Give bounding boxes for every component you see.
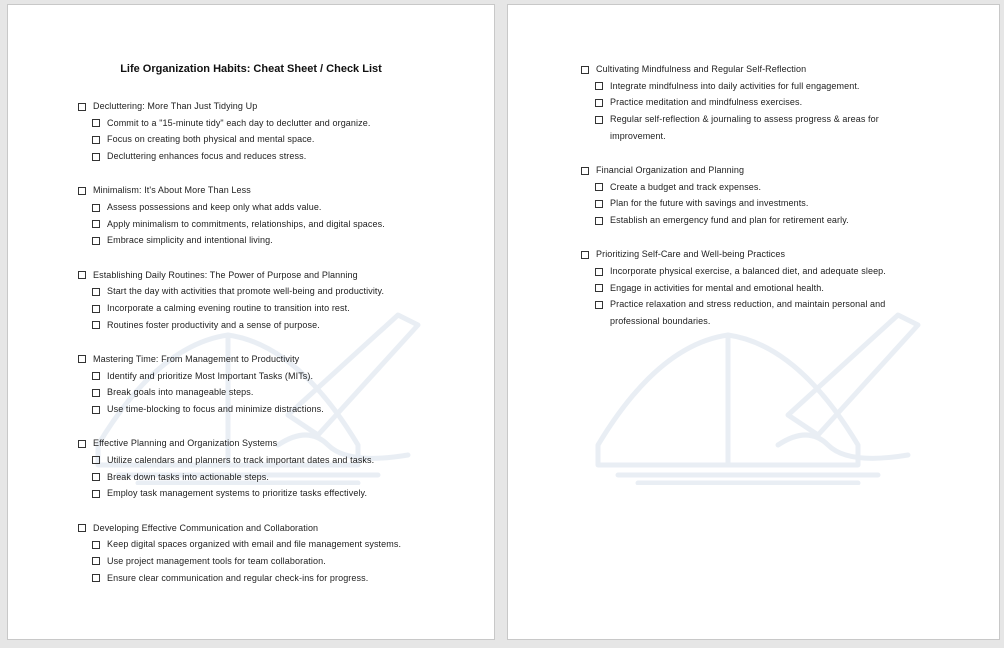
- checklist-section: [581, 246, 981, 330]
- checklist-item: [78, 553, 478, 570]
- checklist-item-text: Commit to a "15-minute tidy" each day to declutter and organize.: [107, 117, 371, 128]
- section-heading-row: [78, 98, 478, 115]
- checklist-item-text: Employ task management systems to prioritize tasks effectively.: [107, 488, 368, 499]
- document-page-1: [7, 4, 495, 640]
- checkbox-icon[interactable]: [92, 153, 100, 161]
- checkbox-icon[interactable]: [595, 217, 603, 225]
- section-heading: Decluttering: More Than Just Tidying Up: [93, 101, 258, 111]
- checkbox-icon[interactable]: [92, 288, 100, 296]
- checklist-item: [78, 485, 478, 502]
- checkbox-icon[interactable]: [581, 167, 589, 175]
- checklist-item: [78, 384, 478, 401]
- checkbox-icon[interactable]: [92, 237, 100, 245]
- checkbox-icon[interactable]: [92, 557, 100, 565]
- checklist-item-text: Embrace simplicity and intentional living.: [107, 235, 273, 246]
- checklist-item: [78, 317, 478, 334]
- checklist-item-text: Plan for the future with savings and investments.: [610, 198, 809, 209]
- checklist-item: [78, 232, 478, 249]
- section-heading: Effective Planning and Organization Systems: [93, 438, 278, 449]
- checklist-item: [78, 469, 478, 486]
- checkbox-icon[interactable]: [78, 271, 86, 279]
- checkbox-icon[interactable]: [78, 355, 86, 363]
- section-heading-row: [581, 162, 981, 179]
- checkbox-icon[interactable]: [78, 187, 86, 195]
- checklist-item-text: Ensure clear communication and regular check-ins for progress.: [107, 572, 369, 583]
- checkbox-icon[interactable]: [595, 82, 603, 90]
- document-page-2: [507, 4, 1000, 640]
- checklist-item-text: Use time-blocking to focus and minimize distractions.: [107, 404, 324, 415]
- checklist-item: [78, 216, 478, 233]
- checklist-item-text: Break down tasks into actionable steps.: [107, 471, 269, 482]
- checkbox-icon[interactable]: [78, 440, 86, 448]
- section-heading-row: [78, 435, 478, 452]
- checkbox-icon[interactable]: [92, 136, 100, 144]
- checklist-item-text: Engage in activities for mental and emotional health.: [610, 282, 824, 293]
- checkbox-icon[interactable]: [92, 473, 100, 481]
- checklist-item-text: Incorporate physical exercise, a balanced diet, and adequate sleep.: [610, 266, 886, 277]
- checklist-section: [78, 98, 478, 165]
- checklist-section: [581, 61, 981, 145]
- checklist-item-text: Establish an emergency fund and plan for retirement early.: [610, 215, 849, 226]
- checkbox-icon[interactable]: [92, 204, 100, 212]
- checkbox-icon[interactable]: [92, 456, 100, 464]
- checklist-item-text: Routines foster productivity and a sense of purpose.: [107, 319, 320, 330]
- section-heading: Establishing Daily Routines: The Power of Purpose and Planning: [93, 269, 358, 280]
- section-heading: Minimalism: It's About More Than Less: [93, 185, 251, 196]
- section-heading: Financial Organization and Planning: [596, 165, 745, 176]
- checklist-item-text: Practice meditation and mindfulness exercises.: [610, 97, 803, 108]
- checkbox-icon[interactable]: [92, 305, 100, 313]
- checklist-item-text: Keep digital spaces organized with email and file management systems.: [107, 539, 402, 550]
- checklist-item: [78, 536, 478, 553]
- checklist-item: [581, 280, 981, 297]
- checkbox-icon[interactable]: [595, 183, 603, 191]
- checklist-item-text: Decluttering enhances focus and reduces stress.: [107, 151, 307, 162]
- checklist-page-2: [581, 61, 981, 347]
- checkbox-icon[interactable]: [92, 220, 100, 228]
- checklist-item-text: Apply minimalism to commitments, relationships, and digital spaces.: [107, 218, 385, 229]
- checklist-section: [78, 435, 478, 502]
- checkbox-icon[interactable]: [92, 406, 100, 414]
- checklist-section: [78, 520, 478, 587]
- checklist-item: [581, 111, 895, 144]
- checklist-item: [581, 296, 913, 329]
- section-heading: Mastering Time: From Management to Productivity: [93, 353, 300, 364]
- section-heading-row: [581, 246, 981, 263]
- checkbox-icon[interactable]: [581, 251, 589, 259]
- checkbox-icon[interactable]: [78, 103, 86, 111]
- checkbox-icon[interactable]: [595, 99, 603, 107]
- checklist-section: [78, 182, 478, 249]
- section-heading: Developing Effective Communication and Collaboration: [93, 522, 319, 533]
- checklist-item: [581, 78, 981, 95]
- checklist-item: [78, 368, 478, 385]
- checklist-page-1: [78, 98, 478, 604]
- checklist-item-text: Utilize calendars and planners to track important dates and tasks.: [107, 454, 375, 465]
- section-heading: Prioritizing Self-Care and Well-being Practices: [596, 249, 786, 260]
- checkbox-icon[interactable]: [595, 200, 603, 208]
- checklist-item-text: Integrate mindfulness into daily activities for full engagement.: [610, 80, 860, 91]
- checkbox-icon[interactable]: [595, 284, 603, 292]
- checklist-item-text: Identify and prioritize Most Important Tasks (MITs).: [107, 370, 314, 381]
- section-heading-row: [581, 61, 981, 78]
- checkbox-icon[interactable]: [595, 268, 603, 276]
- section-heading-row: [78, 351, 478, 368]
- checklist-item-text: Incorporate a calming evening routine to transition into rest.: [107, 303, 350, 314]
- checklist-item: [581, 212, 981, 229]
- section-heading-row: [78, 267, 478, 284]
- checklist-section: [78, 351, 478, 418]
- checklist-item-text: Regular self-reflection & journaling to assess progress & areas for improvement.: [610, 114, 879, 141]
- checklist-item: [78, 199, 478, 216]
- checklist-item: [581, 94, 981, 111]
- checklist-item: [581, 195, 981, 212]
- checklist-section: [78, 267, 478, 334]
- checklist-item-text: Assess possessions and keep only what adds value.: [107, 202, 322, 213]
- checkbox-icon[interactable]: [92, 372, 100, 380]
- checklist-item-text: Create a budget and track expenses.: [610, 181, 762, 192]
- checklist-item-text: Use project management tools for team collaboration.: [107, 555, 326, 566]
- checklist-item: [78, 283, 478, 300]
- checklist-item: [581, 179, 981, 196]
- checkbox-icon[interactable]: [92, 541, 100, 549]
- checkbox-icon[interactable]: [595, 301, 603, 309]
- section-heading: Cultivating Mindfulness and Regular Self-Reflection: [596, 64, 807, 74]
- checkbox-icon[interactable]: [92, 321, 100, 329]
- checkbox-icon[interactable]: [92, 490, 100, 498]
- checklist-item: [78, 131, 478, 148]
- checklist-section: [581, 162, 981, 229]
- checklist-item-text: Practice relaxation and stress reduction, and maintain personal and professional boundaries.: [610, 299, 886, 327]
- checklist-item-text: Break goals into manageable steps.: [107, 387, 254, 398]
- checklist-item: [78, 570, 478, 587]
- checklist-item: [78, 300, 478, 317]
- checkbox-icon[interactable]: [92, 119, 100, 127]
- checkbox-icon[interactable]: [78, 524, 86, 532]
- checklist-item: [78, 452, 478, 469]
- checkbox-icon[interactable]: [595, 116, 603, 124]
- checklist-item: [78, 401, 478, 418]
- document-title: Life Organization Habits: Cheat Sheet / Check List: [120, 63, 382, 75]
- checkbox-icon[interactable]: [581, 66, 589, 74]
- section-heading-row: [78, 520, 478, 537]
- section-heading-row: [78, 182, 478, 199]
- checklist-item: [78, 148, 478, 165]
- checkbox-icon[interactable]: [92, 574, 100, 582]
- checklist-item: [78, 115, 478, 132]
- checklist-item-text: Focus on creating both physical and mental space.: [107, 134, 315, 145]
- checklist-item: [581, 263, 981, 280]
- checkbox-icon[interactable]: [92, 389, 100, 397]
- checklist-item-text: Start the day with activities that promote well-being and productivity.: [107, 286, 385, 297]
